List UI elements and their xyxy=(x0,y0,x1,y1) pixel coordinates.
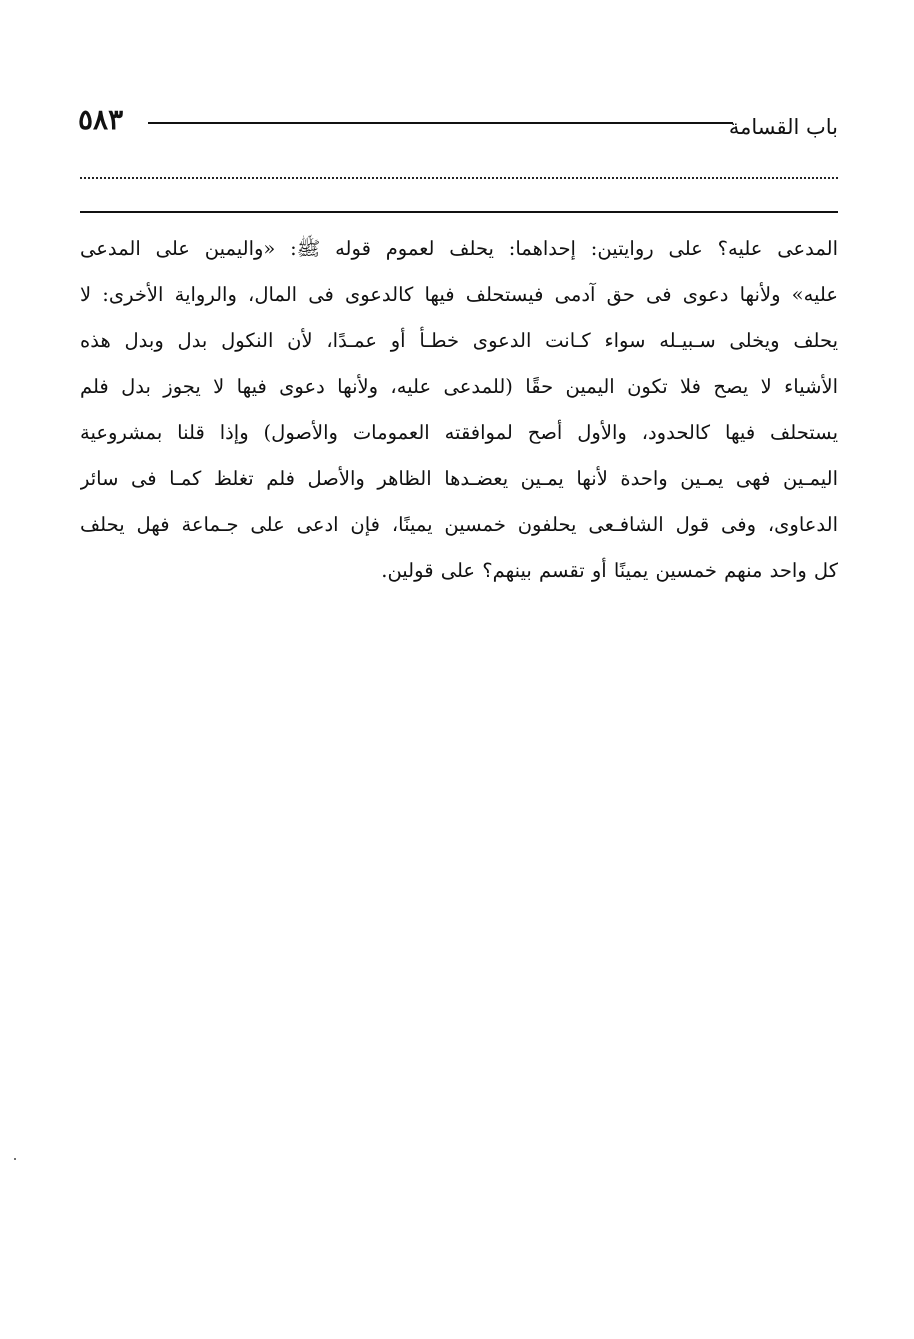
page-number: ٥٨٣ xyxy=(78,103,124,136)
body-line: يحلف ويخلى سـبيـله سواء كـانت الدعوى خطـأ أو عمـدًا، لأن النكول بدل وبدل هذه xyxy=(80,329,838,352)
body-line: المدعى عليه؟ على روايتين: إحداهما: يحلف لعموم قوله ﷺ: «واليمين على المدعى xyxy=(80,237,838,260)
running-header xyxy=(78,100,838,144)
body-line: عليه» ولأنها دعوى فى حق آدمى فيستحلف فيها كالدعوى فى المال، والرواية الأخرى: لا xyxy=(80,283,838,306)
dotted-separator xyxy=(80,177,838,179)
chapter-title: باب القسامة xyxy=(728,115,838,139)
scan-speck xyxy=(14,1158,16,1160)
body-paragraph xyxy=(80,226,838,594)
solid-separator xyxy=(80,211,838,213)
body-line: الأشياء لا يصح فلا تكون اليمين حقًا (للمدعى عليه، ولأنها دعوى فيها لا يجوز بدل فلم xyxy=(80,375,838,398)
body-line: اليمـين فهى يمـين واحدة لأنها يمـين يعضـدها الظاهر والأصل فلم تغلظ كمـا فى سائر xyxy=(80,467,838,490)
body-line: الدعاوى، وفى قول الشافـعى يحلفون خمسين يمينًا، فإن ادعى على جـماعة فهل يحلف xyxy=(80,513,838,536)
header-rule xyxy=(148,122,733,124)
body-line: يستحلف فيها كالحدود، والأول أصح لموافقته العمومات والأصول) وإذا قلنا بمشروعية xyxy=(80,421,838,444)
body-line: كل واحد منهم خمسين يمينًا أو تقسم بينهم؟ على قولين. xyxy=(381,559,838,582)
